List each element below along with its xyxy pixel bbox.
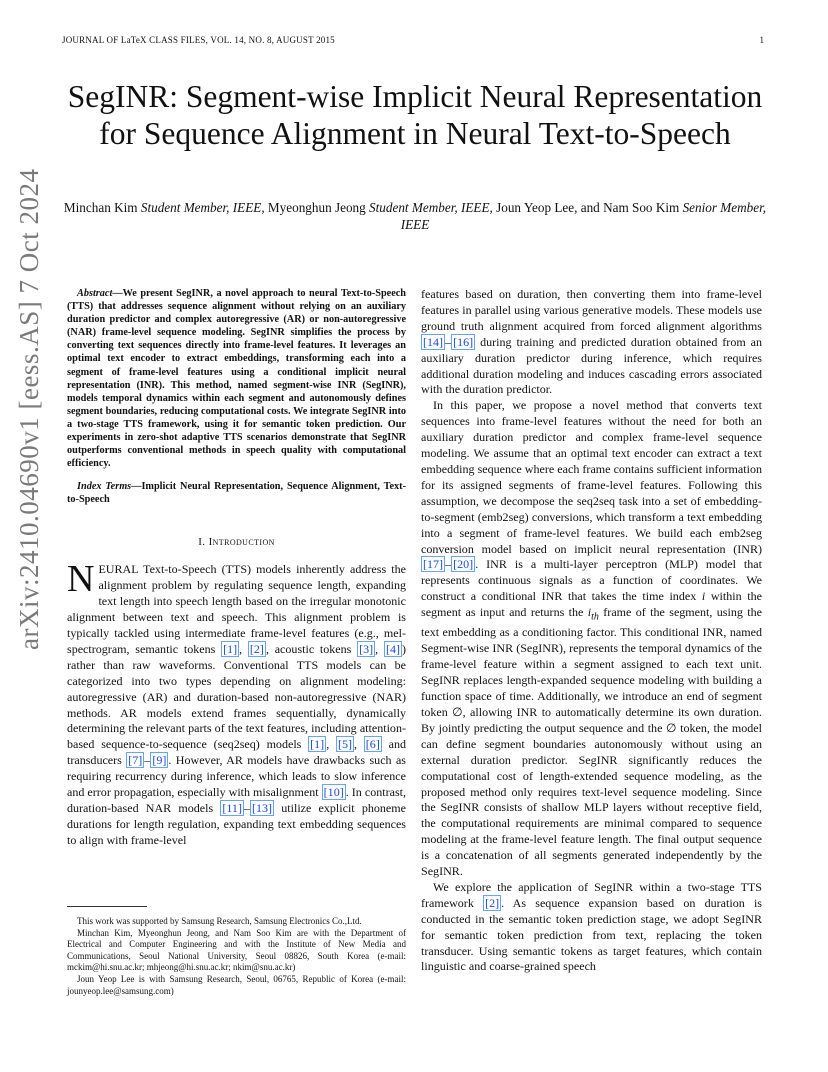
body-text: features based on duration, then converting them into frame-level features in parallel using various generative models. These models use ground truth alignment acquired from forced alignment algorithms	[421, 287, 762, 333]
body-text: . INR is a multi-layer perceptron (MLP) model that represents continuous signals as a function of coordinates. We construct a conditional INR that takes the time index	[421, 557, 762, 604]
citation-link[interactable]: [14]	[423, 334, 444, 349]
intro-paragraph	[67, 558, 407, 848]
body-text: –	[144, 753, 151, 768]
body-text: –	[445, 334, 452, 349]
footnote-affiliation: Minchan Kim, Myeonghun Jeong, and Nam Soo Kim are with the Department of Electrical and Computer Engineering and with the Institute of New Media and Communications, Seoul National University, Seoul 08826, South Korea (e-mail: mckim@hi.snu.ac.kr; mhjeong@hi.snu.ac.kr; nkim@snu.ac.kr)	[67, 927, 406, 973]
math-variable: i	[587, 605, 592, 620]
body-text: utilize explicit phoneme durations for length regulation, expanding text embedding sequences to align with frame-level	[67, 801, 406, 847]
citation-link[interactable]: [9]	[152, 753, 167, 768]
arxiv-identifier: arXiv:2410.04690v1 [eess.AS] 7 Oct 2024	[14, 168, 44, 650]
body-text: We explore the application of SegINR within a two-stage TTS framework	[421, 879, 762, 910]
body-text: . As sequence expansion based on duration is conducted in the semantic token prediction stage, we adopt SegINR for semantic token prediction from text, replacing the token transducer. Using semantic tokens as target features, which contain linguistic and coarse-grained speech	[421, 895, 762, 974]
citation-link[interactable]: [5]	[337, 737, 353, 752]
body-text: ,	[326, 737, 336, 752]
body-text: during training and predicted duration obtained from an auxiliary duration predictor during inference, which requires additional duration modeling and induces cascading errors associated with the duration predictor.	[421, 334, 762, 397]
body-text: . However, AR models have drawbacks such as requiring recurrency during inference, which leads to slow inference and error propagation, especially with misalignment	[67, 753, 407, 800]
section-title: Introduction	[208, 535, 275, 548]
index-terms-text: —Implicit Neural Representation, Sequence Alignment, Text-to-Speech	[67, 481, 407, 506]
intro-paragraph	[421, 880, 762, 975]
body-text: –	[243, 801, 250, 815]
right-column	[421, 287, 762, 975]
body-text: frame of the segment, using the text embedding as a conditioning factor. This conditional INR, named Segment-wise INR (SegINR), represents the temporal dynamics of the frame-level feature within a segment assigned to each text unit. SegINR replaces length-expanded sequence modeling with building a function space of time. Additionally, we introduce an end of segment token ∅, allowing INR to automatically determine its own duration. By jointly predicting the output sequence and the ∅ token, the model can define segment boundaries autonomously without using an external duration predictor. SegINR significantly reduces the computational cost of length-extended sequence modeling, as the proposed method only requires text-level sequence modeling. Since the SegINR consists of shallow MLP layers without receptive field, the computational requirements are minimal compared to sequence modeling at the frame-level feature length. The final output sequence is a concatenation of all segments generated independently by the SegINR.	[421, 605, 762, 879]
body-text: , acoustic tokens	[265, 641, 358, 656]
body-text: EURAL Text-to-Speech (TTS) models inherently address the alignment problem by regulating sequence length, expanding text length into speech length based on the irregular monotonic alignment between text and speech. This alignment problem is typically tackled using intermediate frame-level features (e.g., mel-spectrogram, semantic tokens	[67, 562, 406, 656]
citation-link[interactable]: [1]	[310, 737, 325, 752]
intro-paragraph	[421, 398, 762, 880]
abstract-label: Abstract	[77, 288, 113, 299]
intro-paragraph	[421, 287, 762, 398]
body-text: ,	[375, 641, 384, 656]
index-terms	[67, 480, 406, 506]
citation-link[interactable]: [6]	[365, 737, 380, 752]
author-name: Joun Yeop Lee, and Nam Soo Kim	[492, 200, 683, 215]
math-variable: i	[701, 589, 706, 604]
citation-link[interactable]: [7]	[128, 753, 143, 768]
drop-cap: N	[67, 558, 95, 601]
footnote-divider	[67, 906, 147, 907]
body-text: ) rather than raw waveforms. Conventional TTS models can be categorized into two types depending on alignment modeling: autoregressive (AR) and duration-based non-autoregressive (NAR) methods. AR models extend frames sequentially, dynamically determining the relevant parts of the text features, including attention-based sequence-to-sequence (seq2seq) models	[67, 641, 406, 752]
citation-link[interactable]: [2]	[249, 641, 264, 656]
body-text: In this paper, we propose a novel method that converts text sequences into frame-level features without the need for both an auxiliary duration predictor and complex frame-level sequence modeling. We assume that an optimal text encoder can extract a text embedding sequence where each frame contains sufficient information for its assigned segments of frame-level features. Following this assumption, we decompose the seq2seq task into a set of embedding-to-segment (emb2seg) conversions, which transform a text embedding into a segment of frame-level features. We build each emb2seg conversion model based on implicit neural representation (INR)	[421, 398, 762, 556]
author-list	[60, 199, 770, 233]
body-text: –	[445, 557, 452, 572]
body-text: ,	[239, 641, 248, 656]
footnote-funding: This work was supported by Samsung Research, Samsung Electronics Co.,Ltd.	[77, 916, 362, 926]
abstract	[67, 287, 406, 470]
author-role: Student Member, IEEE,	[369, 200, 493, 215]
citation-link[interactable]: [1]	[223, 641, 238, 656]
math-subscript: th	[591, 611, 599, 623]
left-column	[67, 287, 406, 849]
citation-link[interactable]: [17]	[423, 557, 444, 572]
citation-link[interactable]: [20]	[453, 557, 474, 572]
section-heading	[67, 535, 406, 551]
running-header: JOURNAL OF LaTeX CLASS FILES, VOL. 14, NO. 8, AUGUST 2015	[62, 35, 335, 45]
author-role: Student Member, IEEE,	[140, 200, 265, 215]
citation-link[interactable]: [13]	[252, 801, 273, 815]
citation-link[interactable]: [16]	[453, 334, 474, 349]
footnote-affiliation: Joun Yeop Lee is with Samsung Research, Seoul, 06765, Republic of Korea (e-mail: jounyeop.lee@samsung.com)	[67, 973, 406, 996]
page-number: 1	[759, 35, 764, 45]
citation-link[interactable]: [10]	[323, 785, 344, 800]
paper-title: SegINR: Segment-wise Implicit Neural Representation for Sequence Alignment in Neural Text-to-Speech	[67, 79, 763, 151]
body-text: and transducers	[67, 737, 406, 768]
author-name: Myeonghun Jeong	[264, 200, 370, 215]
body-text: within the segment as input and returns the	[421, 589, 762, 620]
author-role: Senior Member, IEEE	[400, 200, 767, 232]
citation-link[interactable]: [2]	[485, 895, 500, 910]
body-text: . In contrast, duration-based NAR models	[67, 785, 406, 815]
citation-link[interactable]: [11]	[222, 801, 242, 815]
section-number: I.	[198, 535, 209, 548]
abstract-text: —We present SegINR, a novel approach to neural Text-to-Speech (TTS) that addresses sequence alignment without relying on an auxiliary duration predictor and complex autoregressive (AR) or non-autoregressive (NAR) frame-level sequence modeling. SegINR simplifies the process by converting text sequences directly into frame-level features. It leverages an optimal text encoder to extract embeddings, transforming each into a segment of frame-level features using a conditional implicit neural representation (INR). This method, named segment-wise INR (SegINR), models temporal dynamics within each segment and autonomously defines segment boundaries, reducing computational costs. We integrate SegINR into a two-stage TTS framework, using it for semantic token prediction. Our experiments in zero-shot adaptive TTS scenarios demonstrate that SegINR outperforms conventional methods in speech quality with computational efficiency.	[67, 288, 406, 470]
index-terms-label: Index Terms	[77, 481, 132, 493]
footnotes	[67, 916, 406, 997]
body-text: ,	[354, 737, 364, 752]
citation-link[interactable]: [4]	[385, 641, 400, 656]
author-name: Minchan Kim	[63, 200, 141, 215]
citation-link[interactable]: [3]	[359, 641, 374, 656]
